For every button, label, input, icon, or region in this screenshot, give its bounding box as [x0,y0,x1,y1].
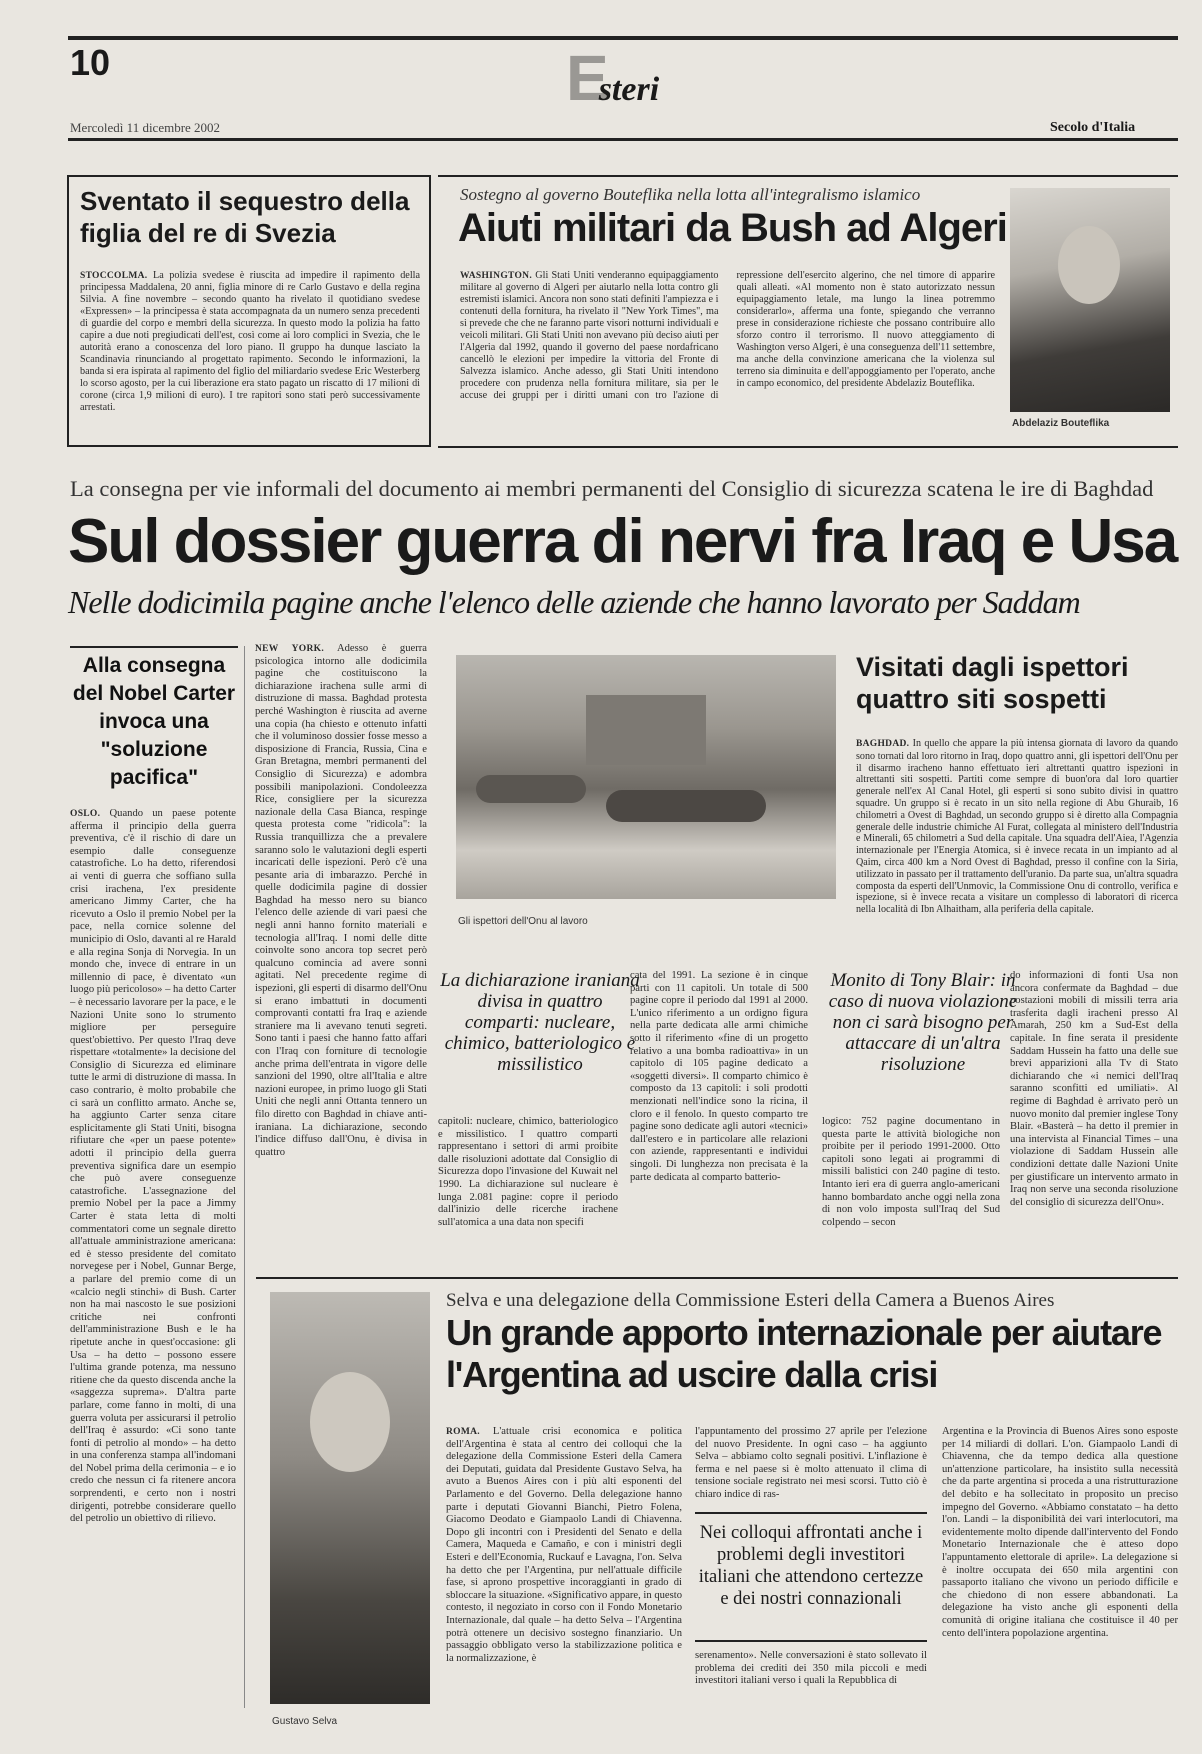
blair-pullquote: Monito di Tony Blair: in caso di nuova violazione non ci sarà bisogno per attaccare di un'altra risoluzione [828,970,1018,1075]
argentina-pullquote: Nei colloqui affrontati anche i problemi degli investitori italiani che attendono certezze e dei nostri connazionali [698,1523,924,1609]
argentina-top-rule [256,1277,1178,1279]
argentina-headline: Un grande apporto internazionale per aiutare l'Argentina ad uscire dalla crisi [446,1312,1162,1395]
carter-column-rule [244,646,245,1708]
argentina-body-col3: Argentina e la Provincia di Buenos Aires sono esposte per 14 miliardi di dollari. L'on. Giampaolo Landi di Chiavenna, che da tempo dedica alla questione un'attenzione particolare, ha insistito sulla necessità che da parte argentina si proceda a una ristrutturazione del debito e ha sollecitato in proposito un preciso impegno del Governo. «Abbiamo constatato – ha detto l'on. Landi – la disponibilità dei vari interlocutori, ma evidentemente molto dipende dall'intervento del Fondo Monetario Internazionale che è atteso dopo l'appuntamento elettorale di aprile». La delegazione si è inoltre occupata dei 650 mila argentini con passaporto italiano che vivono un periodo difficile e che chiedono di non essere abbandonati. La delegazione ha visto anche gli esponenti della comunità di origine italiana che costituisce il 40 per cento dell'intera popolazione argentina. [942,1426,1178,1639]
blair-body-col2: do informazioni di fonti Usa non ancora confermate da Baghdad – due postazioni mobili di missili terra aria trasferita dagli iracheni presso Al Amarah, 250 km a Sud-Est della capitale. In fine serata il presidente Saddam Hussein ha fatto una delle sue brevi apparizioni alla Tv di Stato dichiarando che «i nemici dell'Iraq saranno sconfitti ed umiliati». Al regime di Baghdad è arrivato però un nuovo monito dal premier inglese Tony Blair. «Basterà – ha detto il premier in una intervista al Financial Times – una violazione di Saddam Hussein alle condizioni dettate dalle Nazioni Unite per giustificare un intervento armato in Iraq non serve una seconda risoluzione del consiglio di sicurezza dell'Onu». [1010,970,1178,1208]
photo-crates-shape [586,695,706,765]
section-title [566,42,669,114]
algeria-headline: Aiuti militari da Bush ad Algeri [458,206,1007,250]
inspectors-caption: Gli ispettori dell'Onu al lavoro [458,916,588,927]
photo-object-shape-2 [606,790,766,822]
iran-pullquote: La dichiarazione iraniana divisa in quattro comparti: nucleare, chimico, batteriologico e missilistico [440,970,640,1075]
inspections-text: In quello che appare la più intensa giornata di lavoro da quando sono tornati dal loro ritorno in Iraq, dopo quattro anni, gli ispettori dell'Onu per il disarmo iracheno hanno effettuato ieri altrettanti quattro ispezioni in altrettanti siti sospetti. Partiti come sempre di buon'ora dal loro quartier generale nell'ex Al Canal Hotel, gli esperti si sono subito divisi in quattro squadre. Un gruppo si è recato in un sito nella regione di Abu Ghuraib, 16 chilometri a Ovest di Baghdad, un secondo gruppo si è diretto alla Compagnia generale delle industrie chimiche Al Furat, collegata al ministero dell'Industria e Minerali, 65 chilometri a Sud della capitale. Una squadra dell'Aiea, l'Agenzia internazionale per l'Energia Atomica, si è invece recata in un impianto ad al Qaim, circa 400 km a Nord Ovest di Baghdad, presso il confine con la Siria, utilizzato in passato per il trattamento dell'uranio. Da parte sua, un'altra squadra composta da esperti dell'Unmovic, la Commissione Onu di controllo, verifica e ispezione, si è invece recata a visitare un complesso di laboratori di ricerca nella località di Ibn Alhaitham, alla periferia della capitale. [856,738,1178,916]
main-kicker: La consegna per vie informali del documento ai membri permanenti del Consiglio di sicurezza scatena le ire di Baghdad [70,476,1154,501]
main-dateline: NEW YORK. [255,644,325,654]
argentina-kicker: Selva e una delegazione della Commissione Esteri della Camera a Buenos Aires [446,1290,1055,1311]
iran-body-col2: cata del 1991. La sezione è in cinque parti con 11 capitoli. Un totale di 500 pagine copre il periodo dal 1991 al 2000. L'unico riferimento a un ordigno figura nella parte dedicata alle armi chimiche sotto il riferimento «fine di un progetto relativo a una bomba radioattiva» in un capitolo di 105 pagine dedicato a «soggetti diversi». Il comparto chimico è composto da 13 capitoli: i soli prodotti menzionati nell'indice sono la ricina, il cloro e il fenolo. In questo comparto tre pagine sono dedicate agli autori «tecnici» dall'estero e in particolare alle relazioni con aziende, rappresentanti e individui singoli. Di lunghezza non precisata è la parte dedicata al comparto batterio- [630,970,808,1183]
inspections-body [856,738,1178,936]
argentina-body-col1 [446,1426,682,1716]
section-name: steri [598,71,660,108]
main-subheadline: Nelle dodicimila pagine anche l'elenco delle aziende che hanno lavorato per Saddam [68,584,1080,620]
sweden-dateline: STOCCOLMA. [80,271,148,281]
algeria-text: Gli Stati Uniti venderanno equipaggiamento militare al governo di Algeri per aiutarlo nella lotta contro gli estremisti islamici. Ancora non sono stati definiti l'ampiezza e i contenuti della fornitura, ha rivelato il "New York Times", ma si prevede che che ne faranno parte visori notturni individuali e veicoli militari. Gli Stati Uniti non avevano più deciso aiuti per l'Algeria dal 1992, quando il governo del paese nordafricano cancellò le elezioni per impedire la vittoria del Fronte di Salvezza islamico. Anche adesso, gli Stati Uniti intendono procedere con prudenza nella fornitura militare, sia per le accuse dei gruppi per i diritti umani con tro l'azione di repressione dell'esercito algerino, che nel timore di apparire quali alleati. «Al momento non è stato autorizzato nessun equipaggiamento letale, ma lungo la linea potremmo considerarlo», afferma una fonte, spiegando che verranno prese in considerazione richieste che possano contribuire allo sforzo contro il terrorismo. Il nuovo atteggiamento di Washington verso Algeri, è una conseguenza dell'11 settembre, ma anche della convinzione americana che la violenza sul terreno sia diminuita e dell'appoggiamento per l'operato, anche in campo economico, del presidente Abdelaziz Bouteflika. [460,270,995,401]
algeria-body [460,270,995,432]
carter-top-rule [70,646,238,648]
main-body [255,643,427,1245]
inspections-headline: Visitati dagli ispettori quattro siti sospetti [856,652,1129,714]
argentina-dateline: ROMA. [446,1427,480,1437]
carter-headline: Alla consegna del Nobel Carter invoca una "soluzione pacifica" [72,654,236,789]
carter-body [70,808,236,1708]
carter-dateline: OSLO. [70,809,101,819]
paper-name: Secolo d'Italia [1050,120,1136,135]
carter-text: Quando un paese potente afferma il principio della guerra preventiva, c'è il rischio di dare un esempio dalle conseguenze catastrofiche. Lo ha detto, riferendosi ai venti di guerra che soffiano sulla crisi irachena, l'ex presidente americano Jimmy Carter, che ha ricevuto a Oslo il premio Nobel per la pace, nella cornice solenne del municipio di Oslo, davanti al re Harald e alla regina Sonja di Norvegia. In un mondo che, invece di entrare in un millennio di pace, è diventato «un luogo più pericoloso» – ha detto Carter – è necessario lavorare per la pace, e le Nazioni Unite sono lo strumento migliore per perseguire quest'obiettivo. Per questo l'Iraq deve rispettare «totalmente» la decisione del Consiglio di Sicurezza ed eliminare tutte le armi di distruzione di massa. In caso contrario, è molto probabile che ci sarà un conflitto armato. Anche se, ha aggiunto Carter senza citare esplicitamente gli Stati Uniti, bisogna rifiutare che «per un paese potente» adotti il principio della guerra preventiva significa dare un esempio che può avere conseguenze catastrofiche. L'assegnazione del premio Nobel per la pace a Jimmy Carter è stata letta di molti commentatori come un segnale diretto all'attuale amministrazione americana: ed è stesso presidente del comitato norvegese per i Nobel, Gunnar Berge, a parlare del premio come di un «calcio negli stinchi» di Bush. Carter non ha mai nascosto le sue posizioni critiche nei confronti dell'amministrazione Bush e le ha ripetute anche in quest'occasione: gli Usa – ha detto – possono essere l'ultima grande potenza, ma nessuno ritiene che da questo discenda anche la «saggezza suprema». D'altra parte parlare, come fanno in molti, di una guerra voluta per assicurarsi il petrolio dell'Iraq è assurdo: «Ci sono tante fonti di petrolio al mondo» – ha detto in una conferenza stampa all'indomani del Nobel prima della cerimonia – e io credo che nessun ci fa ritenere ancora sorprendenti, e certo non i nostri dirigenti, potrebbe considerare quello del petrolio un obiettivo di rilievo. [70,808,236,1525]
algeria-dateline: WASHINGTON. [460,271,533,281]
bouteflika-photo [1010,188,1170,412]
photo-face-shape [1058,226,1120,304]
bouteflika-caption: Abdelaziz Bouteflika [1012,418,1110,429]
selva-caption: Gustavo Selva [272,1716,338,1727]
issue-date: Mercoledì 11 dicembre 2002 [70,120,221,135]
argentina-col1-text: L'attuale crisi economica e politica dell'Argentina è stata al centro dei colloqui che la delegazione della Commissione Esteri della Camera dei Deputati, guidata dal Presidente Gustavo Selva, ha avuto a Buenos Aires con i più alti esponenti del Parlamento e del Governo. Della delegazione hanno parte i deputati Giovanni Bianchi, Pietro Folena, Giacomo Deodato e Giampaolo Landi di Chiavenna. Dopo gli incontri con i Presidenti del Senato e della Camera, Maqueda e Camaño, e con i ministri degli Esteri e dell'Economia, Ruckauf e Lavagna, l'on. Selva ha detto che per l'Argentina, pur nell'attuale difficile fase, si aprono prospettive incoraggianti in grado di sbloccare la situazione. «Significativo appare, in questo contesto, il negoziato in corso con il Fondo Monetario Internazionale, dal quale – ha detto Selva – l'Argentina potrà ottenere un decisivo sostegno finanziario. Un passaggio obbligato verso la stabilizzazione politica e la normalizzazione, è [446,1426,682,1664]
sweden-body [80,270,420,442]
blair-body-col1: logico: 752 pagine documentano in questa parte le attività biologiche non proibite per il periodo 1991-2000. Otto capitoli sono legati ai programmi di missili balistici con 240 pagine di testo. Intanto ieri era di guerra anglo-americani hanno bombardato anche oggi nella zona di non volo imposta sull'Iraq del Sud colpendo – secon [822,1116,1000,1228]
masthead-bottom-rule [68,138,1178,141]
argentina-quote-top-rule [695,1512,927,1514]
inspections-dateline: BAGHDAD. [856,739,910,749]
main-text: Adesso è guerra psicologica intorno alle dodicimila pagine che costituiscono la dichiarazione irachena sulle armi di distruzione di massa. Baghdad protesta perché Washington è riuscita ad averne una copia (ha chiesto e ottenuto infatti che il voluminoso dossier fosse messo a disposizione di Francia, Russia, Cina e Gran Bretagna, membri permanenti del Consiglio di Sicurezza) e adombra possibili manipolazioni. Condoleezza Rice, consigliere per la sicurezza nazionale della Casa Bianca, respinge questa protesta come "ridicola": la Russia tranquillizza che a prevalere saranno solo le valutazioni degli esperti incaricati delle ispezioni. Però c'è una pesante aria di imbarazzo. Perché in quelle dodicimila pagine di dossier Baghdad ha messo nero su bianco l'elenco delle aziende di vari paesi che negli anni hanno fornito materiali e tecnologia all'Iraq. I nomi delle ditte coinvolte sono ancora top secret però qualcuno comincia ad avere sonni agitati. Nel precedente regime di ispezioni, gli esperti di disarmo dell'Onu si erano imbattuti in documenti comprovanti contatti fra Iraq e aziende straniere ma li avevano tenuti segreti. Sono tanti i paesi che hanno fatto affari con l'Iraq con forniture di tecnologie anche prima dell'entrata in vigore delle sanzioni del 1990, oltre all'Italia e altre nazioni europee, in primo luogo gli Stati Uniti che negli anni Ottanta tennero un filo diretto con Baghdad in chiave anti-iraniana. La dichiarazione, secondo l'indice diffuso dall'Onu, è divisa in quattro [255,643,427,1158]
page-number: 10 [70,42,111,83]
iran-body-col1: capitoli: nucleare, chimico, batteriologico e missilistico. I quattro comparti rappresentano i settori di armi proibite dalle risoluzioni adottate dal Consiglio di Sicurezza dopo l'invasione del Kuwait nel 1990. La dichiarazione sul nucleare è lunga 2.081 pagine: copre il periodo dall'inizio delle ricerche irachene sull'atomica a una data non specifi [438,1116,618,1228]
top-rule [68,36,1178,40]
main-headline: Sul dossier guerra di nervi fra Iraq e Usa [68,507,1177,576]
argentina-body-col2-bottom: serenamento». Nelle conversazioni è stato sollevato il problema dei crediti dei 350 mila piccoli e medi investitori italiani verso i quali la Repubblica di [695,1650,927,1687]
algeria-top-rule [438,175,1178,177]
inspectors-photo [456,655,836,899]
algeria-bottom-rule [438,446,1178,448]
photo-face-shape [310,1372,390,1472]
algeria-kicker: Sostegno al governo Bouteflika nella lotta all'integralismo islamico [460,185,921,204]
argentina-body-col2-top: l'appuntamento del prossimo 27 aprile per l'elezione del nuovo Presidente. In ogni caso – ha aggiunto Selva – abbiamo colto segnali positivi. L'inflazione è ferma e nel paese si è molto attenuato il clima di tensione sociale registrato nei mesi scorsi. Tutto ciò è chiaro indice di ras- [695,1426,927,1500]
selva-photo [270,1292,430,1704]
sweden-headline: Sventato il sequestro della figlia del re di Svezia [80,186,410,248]
argentina-quote-bottom-rule [695,1640,927,1642]
photo-object-shape-1 [476,775,586,803]
sweden-text: La polizia svedese è riuscita ad impedire il rapimento della principessa Maddalena, 20 anni, figlia minore di re Carlo Gustavo e della regina Silvia. A fine novembre – secondo quanto ha rivelato il quotidiano svedese «Expressen» – la principessa è stata accompagnata da un numero senza precedenti di guardie del corpo e membri della sicurezza. In questo modo la polizia ha fatto capire a due noti pregiudicati dell'est, così come ai loro complici in Svezia, che le autorità erano a conoscenza del loro piano. Il gruppo ha dunque lasciato la Scandinavia rinunciando al progettato rapimento. Secondo le informazioni, la banda si era ispirata al rapimento del figlio del miliardario svedese Eric Westerberg lo scorso agosto, per la cui liberazione era stato pagato un riscatto di 17 milioni di corone (circa 1,9 milioni di euro). I tre rapitori sono stati però successivamente arrestati. [80,270,420,413]
section-initial: E [566,42,609,114]
